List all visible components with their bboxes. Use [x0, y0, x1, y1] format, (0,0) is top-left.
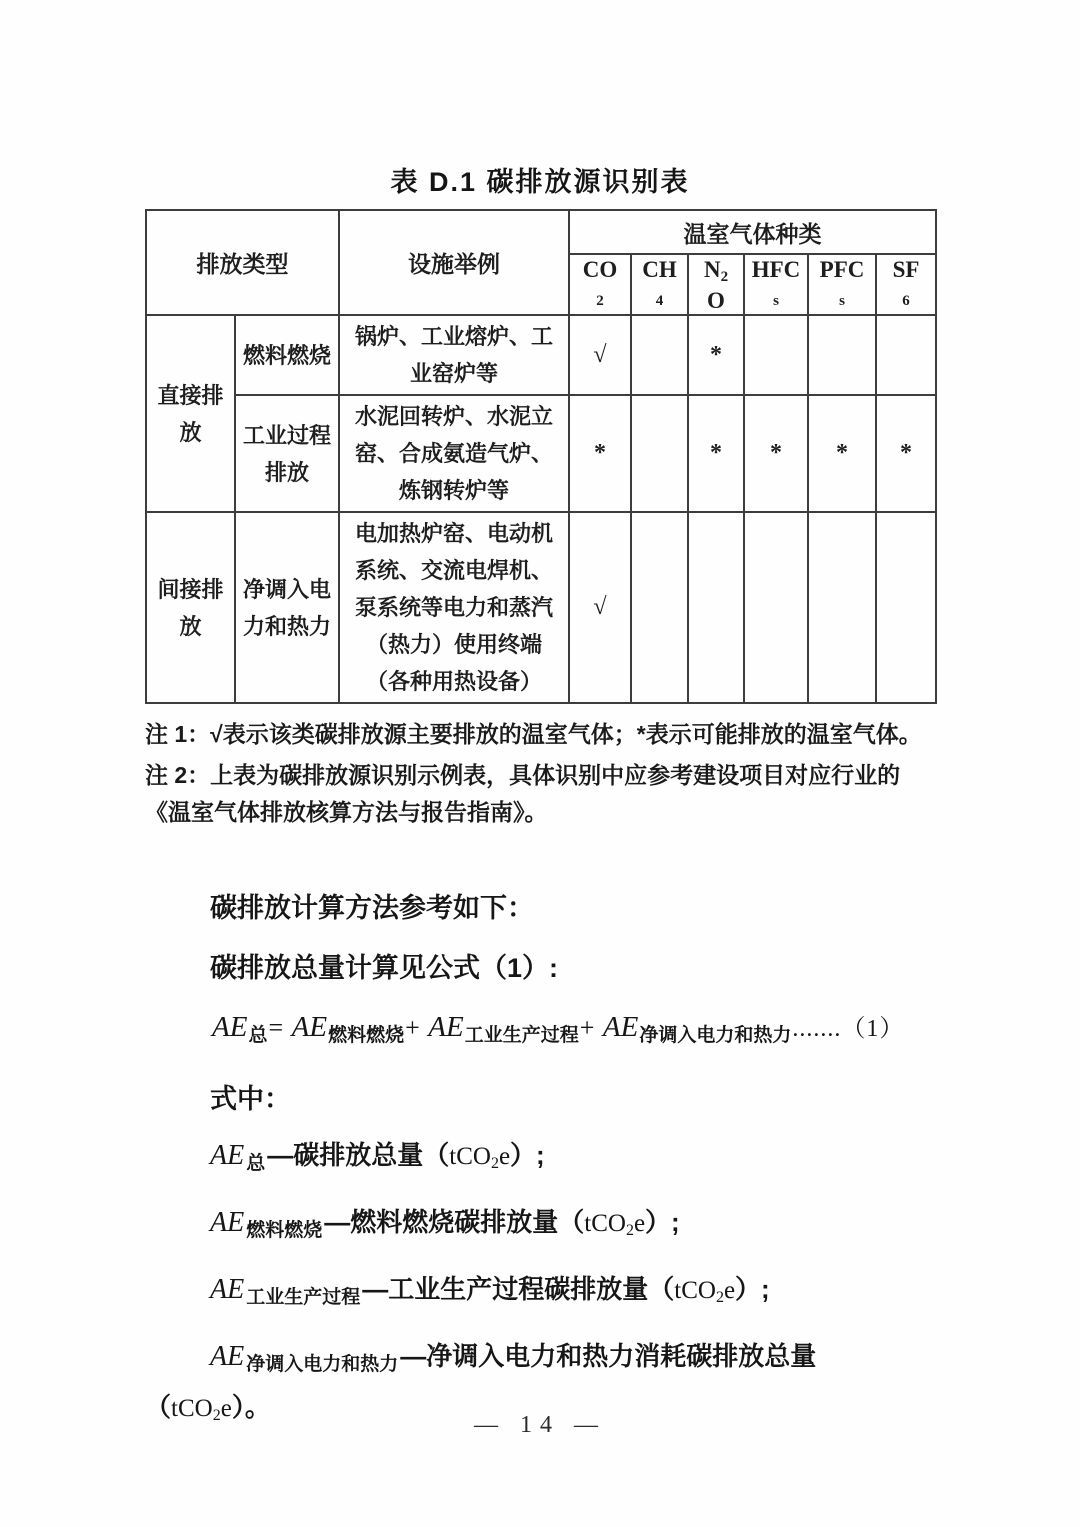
emission-source-table	[145, 209, 937, 704]
mark-cell: *	[744, 395, 808, 512]
formula-operator: +	[405, 1013, 427, 1042]
para-method-intro: 碳排放计算方法参考如下：	[210, 893, 534, 923]
examples-industrial-process: 水泥回转炉、水泥立窑、合成氨造气炉、炼钢转炉等	[339, 395, 569, 512]
mark-cell	[631, 315, 688, 395]
table-row-fuel-combustion	[146, 315, 936, 395]
mark-cell	[876, 512, 936, 703]
formula-number: .......（1）	[792, 1016, 905, 1042]
mark-cell: *	[688, 315, 744, 395]
mark-cell	[808, 315, 876, 395]
header-facility-examples: 设施举例	[339, 210, 569, 315]
calculation-section	[145, 889, 935, 1437]
header-gas-group: 温室气体种类	[569, 210, 936, 254]
gas-header-pfcs: PFC s	[808, 254, 876, 315]
header-emission-type: 排放类型	[146, 210, 339, 315]
mark-cell: *	[808, 395, 876, 512]
definition-ae-net-power-heat: AE 净调入电力和热力—净调入电力和热力消耗碳排放总量（tCO2e）。	[145, 1341, 817, 1424]
examples-net-imported-power-heat: 电加热炉窑、电动机系统、交流电焊机、泵系统等电力和蒸汽（热力）使用终端（各种用热设备）	[339, 512, 569, 703]
mark-cell: √	[569, 315, 631, 395]
para-where: 式中：	[210, 1084, 291, 1114]
subtype-fuel-combustion: 燃料燃烧	[235, 315, 339, 395]
subtype-net-imported-power-heat: 净调入电力和热力	[235, 512, 339, 703]
mark-cell	[744, 315, 808, 395]
mark-cell: *	[688, 395, 744, 512]
note-1: 注 1：√表示该类碳排放源主要排放的温室气体；*表示可能排放的温室气体。	[145, 721, 922, 747]
mark-cell	[631, 395, 688, 512]
formula-var: AE	[291, 1011, 328, 1043]
formula-var: AE	[212, 1011, 248, 1043]
gas-header-hfcs: HFC s	[744, 254, 808, 315]
formula-1	[210, 1005, 935, 1058]
mark-cell	[808, 512, 876, 703]
gas-header-co2: CO 2	[569, 254, 631, 315]
mark-cell	[631, 512, 688, 703]
category-indirect-emission: 间接排放	[146, 512, 235, 703]
table-row-indirect-emission	[146, 512, 936, 703]
note-2: 注 2：上表为碳排放源识别示例表，具体识别中应参考建设项目对应行业的《温室气体排放核算方法与报告指南》。	[145, 762, 901, 825]
formula-var: AE	[428, 1011, 464, 1043]
mark-cell	[876, 315, 936, 395]
formula-subscript: 净调入电力和热力	[639, 1025, 792, 1046]
category-direct-emission: 直接排放	[146, 315, 235, 512]
mark-cell: √	[569, 512, 631, 703]
examples-fuel-combustion: 锅炉、工业熔炉、工业窑炉等	[339, 315, 569, 395]
table-row-industrial-process	[146, 395, 936, 512]
gas-header-n2o: N2 O	[688, 254, 744, 315]
definition-ae-total: AE 总—碳排放总量（tCO2e）;	[210, 1140, 545, 1174]
formula-var: AE	[602, 1011, 639, 1043]
formula-subscript: 工业生产过程	[464, 1025, 579, 1046]
definition-ae-fuel: AE 燃料燃烧—燃料燃烧碳排放量（tCO2e）;	[210, 1207, 680, 1241]
formula-subscript: 总	[248, 1025, 268, 1046]
table-title: 表 D.1 碳排放源识别表	[390, 167, 690, 197]
gas-header-sf6: SF 6	[876, 254, 936, 315]
formula-subscript: 燃料燃烧	[328, 1025, 405, 1046]
gas-header-ch4: CH 4	[631, 254, 688, 315]
formula-operator: +	[579, 1013, 601, 1042]
subtype-industrial-process: 工业过程排放	[235, 395, 339, 512]
definition-ae-industrial: AE 工业生产过程—工业生产过程碳排放量（tCO2e）;	[210, 1274, 770, 1308]
mark-cell: *	[876, 395, 936, 512]
mark-cell	[744, 512, 808, 703]
page-number: — 14 —	[474, 1412, 606, 1438]
mark-cell	[688, 512, 744, 703]
mark-cell: *	[569, 395, 631, 512]
para-formula-intro: 碳排放总量计算见公式（1）:	[210, 953, 559, 983]
formula-operator: =	[268, 1013, 290, 1042]
